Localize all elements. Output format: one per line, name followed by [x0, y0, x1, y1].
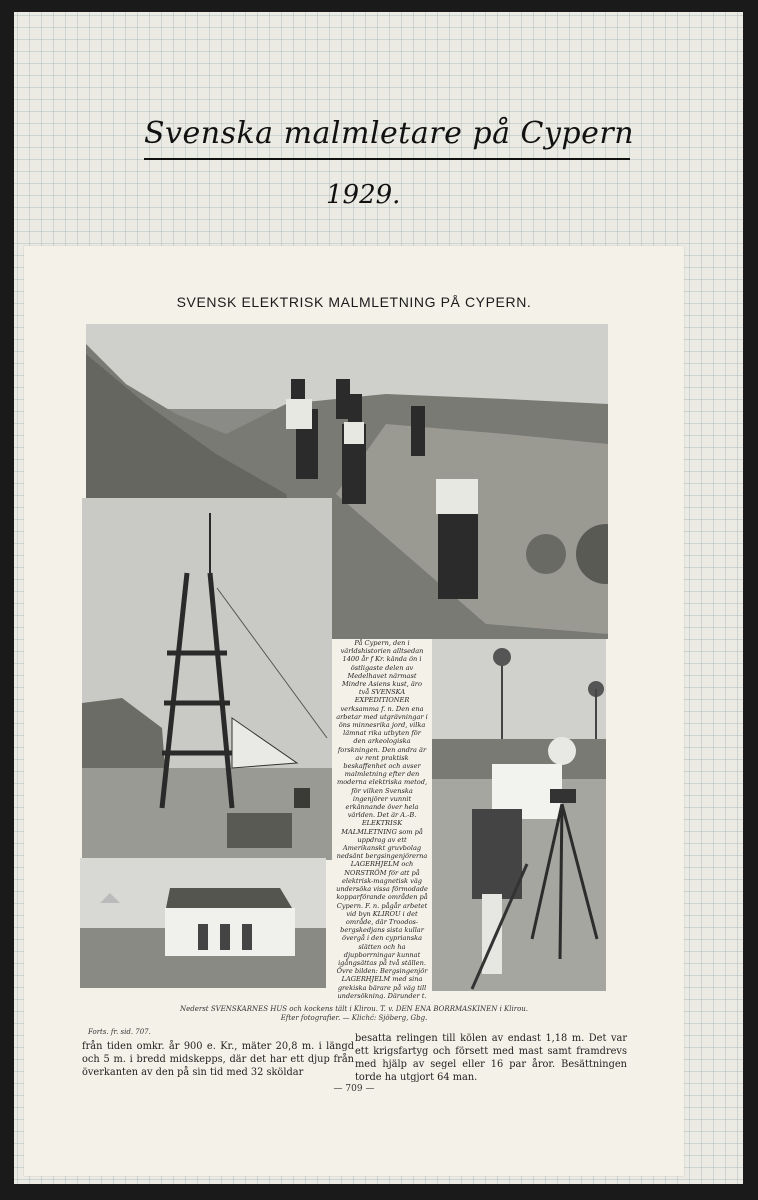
handwritten-underline — [144, 158, 630, 160]
page-number: — 709 — — [333, 1084, 375, 1094]
photo-swedes-house — [80, 858, 326, 988]
article-column-right: besatta relingen till kölen av endast 1,18 m. Det var ett krigsfartyg och försett med mast samt framdrevs med hjälp av segel eller 16 par åror. Besättningen torde ha utgjort 64 man. — [355, 1033, 627, 1083]
sidebar-article-text: På Cypern, den i världshistorien alltsedan 1400 år f Kr. kända ön i östligaste delen av Medelhavet närmast Mindre Asiens kust, äro två SVENSKA EXPEDITIONER verksamma f. n. Den ena arbetar med utgrävningar i öns minnesrika jord, vilka lämnat rika utbyten för den arkeologiska forskningen. Den andra är av rent praktisk beskaffenhet och avser malmletning efter den moderna elektriska metod, för vilken Svenska ingenjörer vunnit erkännande över hela världen. Det är A.-B. ELEKTRISK MALMLETNING som på uppdrag av ett Amerikanskt gruvbolag nedsänt bergsingenjörerna LAGERHJELM och NORSTRÖM för att på elektrisk-magnetisk väg undersöka vissa förmodade kopparförande områden på Cypern. F. n. pågår arbetet vid byn KLIROU i det område, där Troodos-bergskedjans sista kullar övergå i den cyprianska slätten och ha djupborrningar kunnat igångsättas på två ställen. Övre bilden: Bergsingenjör LAGERHJELM med sina grekiska bärare på väg till undersökning. Därunder t. — [336, 639, 428, 999]
photo-drilling-rig — [82, 498, 332, 860]
photo-caption — [84, 1005, 624, 1023]
article-column-left: från tiden omkr. år 900 e. Kr., mäter 20,8 m. i längd och 5 m. i bredd midskepps, där det har ett djup från överkanten av den på sin tid med 32 sköldar — [82, 1041, 354, 1078]
photo-surveyor-instrument — [432, 639, 606, 991]
continued-note: Forts. fr. sid. 707. — [88, 1028, 151, 1036]
handwritten-title: Svenska malmletare på Cypern — [144, 116, 635, 151]
caption-line-2: Efter fotografier. — Klichć: Sjöberg, Gbg. — [280, 1014, 428, 1022]
clipping-headline: SVENSK ELEKTRISK MALMLETNING PÅ CYPERN. — [176, 294, 532, 310]
handwritten-year: 1929. — [326, 180, 401, 210]
caption-line-1: Nederst SVENSKARNES HUS och kockens tält i Klirou. T. v. DEN ENA BORRMASKINEN i Klirou. — [179, 1005, 529, 1013]
newspaper-clipping — [24, 246, 684, 1176]
